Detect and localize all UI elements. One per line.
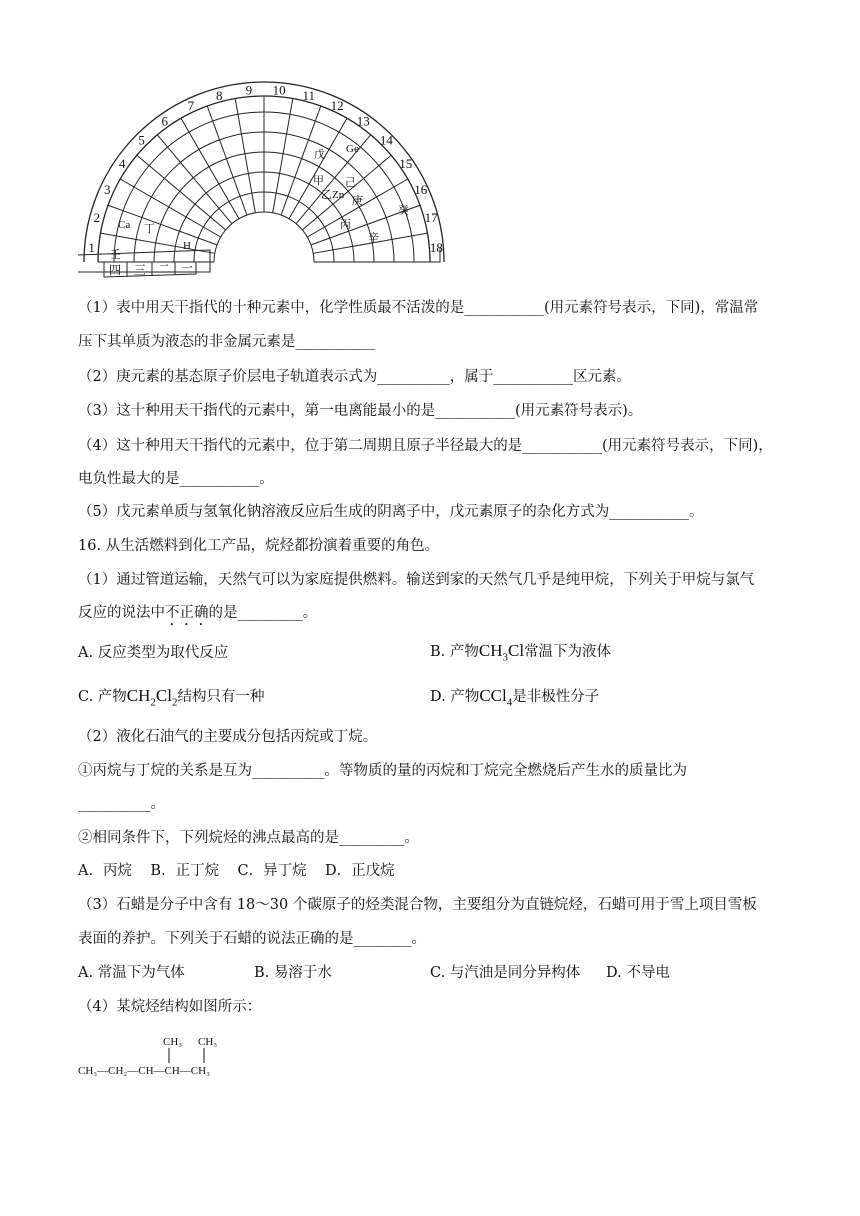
q16-part2-2-options: A．丙烷 B．正丁烷 C．异丁烷 D．正戊烷 — [78, 863, 395, 879]
el-jia: 甲 — [313, 175, 324, 187]
group-number: 11 — [302, 87, 316, 103]
group-number: 14 — [379, 132, 393, 148]
group-number: 7 — [187, 98, 195, 114]
el-ren: 壬 — [110, 249, 121, 261]
el-ji: 己 — [345, 177, 356, 189]
structure-main-chain: CH₃—CH₂—CH—CH—CH₃ — [78, 1065, 210, 1077]
el-xin: 辛 — [368, 232, 379, 244]
q16-part2-2: ②相同条件下，下列烷烃的沸点最高的是_________。 — [78, 830, 419, 846]
q15-part3: （3）这十种用天干指代的元素中，第一电离能最小的是___________(用元素符号表示)。 — [78, 403, 643, 419]
fan-spoke — [235, 99, 255, 213]
q16-option-b: B. 产物$CH_3Cl$常温下为液体 — [430, 641, 612, 664]
structure-ch3-top1: CH₃ — [163, 1036, 183, 1048]
group-number: 8 — [215, 87, 223, 103]
group-number: 2 — [93, 210, 101, 226]
el-wu: 戊 — [314, 149, 325, 161]
q15-part2: （2）庚元素的基态原子价层电子轨道表示式为__________，属于___________区元素。 — [78, 369, 631, 385]
el-zn: Zn — [332, 189, 345, 201]
q16-part2-1-line2: __________。 — [78, 796, 165, 812]
el-ge: Ge — [346, 143, 359, 155]
q16-option-a: A. 反应类型为取代反应 — [78, 645, 229, 661]
formula-ch3cl: $CH_3Cl$ — [478, 641, 525, 664]
el-ding: 丁 — [144, 223, 155, 235]
group-number: 15 — [399, 155, 413, 171]
row-label-yi: 一 — [180, 261, 194, 275]
row-label-san: 三 — [133, 263, 147, 277]
q16-part3-option-c: C. 与汽油是同分异构体 — [430, 965, 581, 981]
q16-title: 16. 从生活燃料到化工产品，烷烃都扮演着重要的角色。 — [78, 538, 440, 554]
group-number: 4 — [119, 155, 126, 171]
el-h: H — [183, 240, 191, 252]
q16-part3-option-b: B. 易溶于水 — [254, 965, 332, 981]
q15-part4-line1: （4）这十种用天干指代的元素中，位于第二周期且原子半径最大的是___________(用元素符号表示，下同)， — [78, 438, 773, 454]
group-number: 17 — [424, 210, 438, 226]
group-number: 16 — [414, 181, 428, 197]
formula-ch2cl2: $CH_2Cl_2$ — [126, 686, 178, 709]
group-number: 18 — [429, 239, 443, 255]
q15-part1-line1: （1）表中用天干指代的十种元素中，化学性质最不活泼的是___________(用元素符号表示，下同)，常温常 — [78, 300, 759, 316]
fan-spoke — [137, 155, 226, 230]
group-number: 12 — [330, 98, 344, 114]
group-number: 10 — [272, 82, 286, 98]
q16-part3-line2: 表面的养护。下列关于石蜡的说法正确的是________。 — [78, 931, 426, 947]
group-number: 13 — [356, 113, 370, 129]
fan-spoke — [157, 135, 232, 224]
fan-spoke — [273, 99, 293, 213]
q16-emphasis-not-correct: 不正确 — [165, 605, 209, 621]
q16-part1-line1: （1）通过管道运输，天然气可以为家庭提供燃料。输送到家的天然气几乎是纯甲烷，下列关于甲烷与氯气 — [78, 572, 755, 588]
q16-part2-1-line1: ①丙烷与丁烷的关系是互为__________。等物质的量的丙烷和丁烷完全燃烧后产生水的质量比为 — [78, 763, 687, 779]
q16-part1-line2-a: 反应的说法中 — [78, 605, 165, 621]
alkane-structure-figure — [76, 1034, 276, 1084]
q16-part3-line1: （3）石蜡是分子中含有 18～30 个碳原子的烃类混合物，主要组分为直链烷烃，石蜡可用于雪上项目雪板 — [78, 897, 757, 913]
el-ca: Ca — [118, 219, 131, 231]
q16-part1-line2 — [78, 603, 317, 629]
q15-part1-line2: 压下其单质为液态的非金属元素是___________ — [78, 334, 376, 350]
group-number: 5 — [138, 132, 145, 148]
q16-option-d: D. 产物CCl$_4$是非极性分子 — [430, 686, 600, 709]
q16-part2: （2）液化石油气的主要成分包括丙烷或丁烷。 — [78, 729, 378, 745]
q16-part3-option-a: A. 常温下为气体 — [78, 965, 185, 981]
q15-part4-line2: 电负性最大的是___________。 — [78, 471, 274, 487]
fan-spoke — [296, 135, 371, 224]
el-geng: 庚 — [352, 195, 363, 207]
q15-part5: （5）戊元素单质与氢氧化钠溶液反应后生成的阴离子中，戊元素原子的杂化方式为___________。 — [78, 504, 704, 520]
group-number: 6 — [161, 113, 169, 129]
q16-option-c: C. 产物$CH_2Cl_2$结构只有一种 — [78, 686, 265, 709]
el-gui: 癸 — [398, 205, 409, 217]
formula-ccl4: CCl$_4$ — [479, 686, 513, 709]
el-yi: 乙 — [321, 189, 332, 201]
q16-part3-option-d: D. 不导电 — [606, 965, 670, 981]
q16-part4: （4）某烷烃结构如图所示： — [78, 999, 262, 1015]
row-label-si: 四 — [108, 263, 122, 277]
structure-ch3-top2: CH₃ — [198, 1036, 218, 1048]
group-number: 1 — [88, 239, 95, 255]
group-number: 9 — [245, 82, 253, 98]
el-bing: 丙 — [340, 219, 351, 231]
q16-part1-line2-b: 的是_________。 — [208, 605, 318, 621]
row-label-er: 二 — [157, 262, 171, 276]
periodic-table-fan-figure — [0, 0, 860, 280]
group-number: 3 — [103, 181, 111, 197]
